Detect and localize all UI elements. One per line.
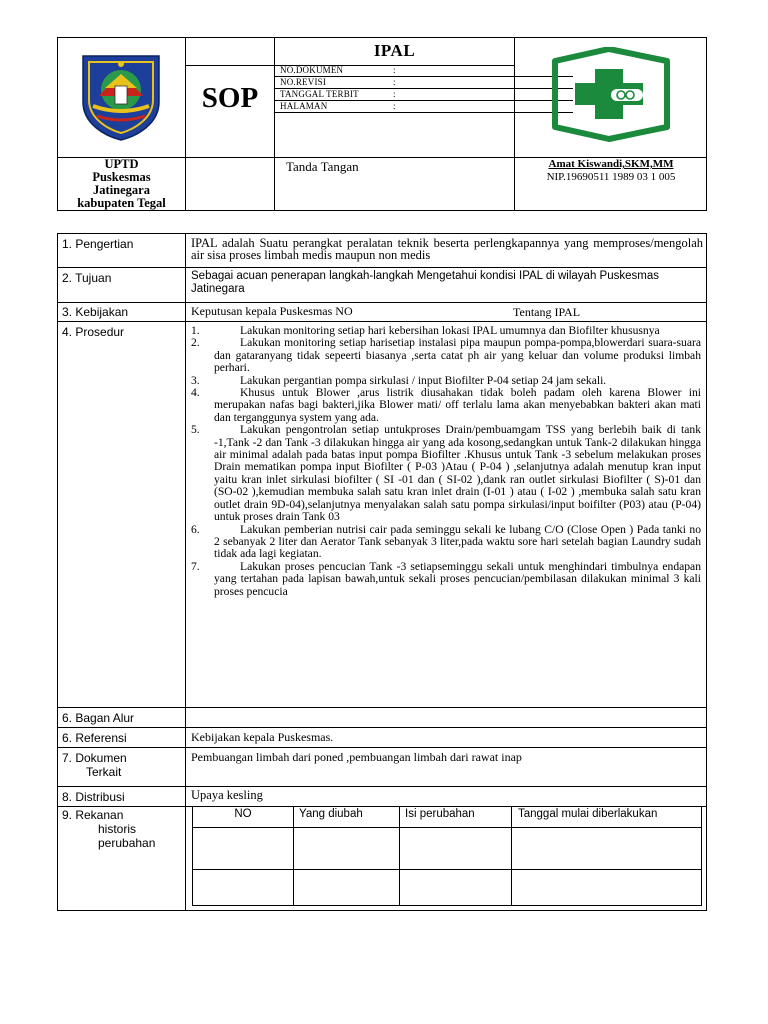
meta-separator: : (393, 89, 396, 99)
row-label-bagan-alur: 6. Bagan Alur (62, 711, 135, 725)
row-label-pengertian: 1. Pengertian (62, 237, 134, 251)
divider (58, 707, 706, 708)
sop-table (57, 233, 707, 911)
list-item: 1. Lakukan monitoring setiap hari kebersihan lokasi IPAL umumnya dan Biofilter khususnya (191, 324, 660, 337)
meta-separator: : (393, 77, 396, 87)
row-label-rekaman: 9. Rekanan historis perubahan (62, 808, 156, 850)
procedure-steps (191, 325, 701, 598)
divider (58, 747, 706, 748)
dokumen-terkait-text: Pembuangan limbah dari poned ,pembuangan limbah dari rawat inap (191, 750, 522, 764)
divider (58, 302, 706, 303)
meta-label: NO.REVISI (280, 77, 327, 87)
row-label-prosedur: 4. Prosedur (62, 325, 125, 339)
puskesmas-logo-icon (543, 47, 678, 142)
table-header: Tanggal mulai diberlakukan (518, 808, 658, 820)
list-item: 2. Lakukan monitoring setiap harisetiap instalasi pipa maupun pompa-pompa,blowerdari suara-suara dan gataranyang tidak sepeerti biasanya ,serta catat ph air yang keluar dan volume produksi limbah perhari. (191, 336, 701, 375)
list-item: 6. Lakukan pemberian nutrisi cair pada seminggu sekali ke lubang C/O (Close Open ) Pada tanki no 2 sebanyak 2 liter dan Aerator Tank sebanyak 3 liter,pada waktu sore hari setelah bagian Laundry sudah tidak ada lagi kegiatan. (191, 522, 701, 561)
org-line: Jatinegara (93, 183, 150, 197)
list-item: 4. Khusus untuk Blower ,arus listrik diusahakan tidak boleh padam oleh karena Blower ini merupakan nafas bagi bakteri,jika Blower mati/ off terlalu lama akan menyebabkan bakteri akan mati dan terganggunya system yang ada. (191, 386, 701, 424)
kebijakan-text: Keputusan kepala Puskesmas NO (191, 304, 353, 318)
divider (185, 234, 186, 910)
list-item: 7. Lakukan proses pencucian Tank -3 setiapseminggu sekali untuk menghindari timbulnya endapan yang tertahan pada lapisan bawah,untuk sekali proses pencucian/pembilasan dilakukan minimal 3 kali proses pencucia (191, 559, 701, 598)
org-line: UPTD (104, 157, 139, 171)
org-line: Puskesmas (92, 170, 151, 184)
pengertian-text: IPAL adalah Suatu perangkat peralatan teknik beserta perlengkapannya yang memproses/mengolah air sisa proses limbah medis maupun non medis (191, 236, 703, 263)
referensi-text: Kebijakan kepala Puskesmas. (191, 730, 334, 744)
row-label-distribusi: 8. Distribusi (62, 790, 125, 804)
meta-separator: : (393, 65, 396, 75)
tujuan-text: Sebagai acuan penerapan langkah-langkah Mengetahui kondisi IPAL di wilayah Puskesmas Jatinegara (191, 270, 659, 295)
divider (58, 786, 706, 787)
change-history-table (192, 806, 702, 906)
kebijakan-topic: Tentang IPAL (513, 305, 581, 319)
signer-nip: NIP.19690511 1989 03 1 005 (546, 171, 676, 183)
meta-label: TANGGAL TERBIT (280, 89, 359, 99)
row-label-tujuan: 2. Tujuan (62, 271, 112, 285)
table-header: Isi perubahan (405, 808, 475, 820)
signer-name: Amat Kiswandi,SKM,MM (548, 158, 674, 170)
org-line: kabupaten Tegal (77, 196, 166, 210)
table-row (193, 828, 703, 869)
sop-header (57, 37, 707, 211)
row-label-dokumen-terkait: 7. Dokumen Terkait (62, 751, 127, 779)
divider (58, 727, 706, 728)
table-row (193, 870, 703, 906)
row-label-kebijakan: 3. Kebijakan (62, 305, 129, 319)
table-header: Yang diubah (299, 808, 363, 820)
divider (58, 321, 706, 322)
sop-label: SOP (201, 82, 259, 114)
page-title: IPAL (373, 41, 416, 60)
organization-name (58, 158, 185, 212)
list-item: 5. Lakukan pengontrolan setiap untukproses Drain/pembuamgam TSS yang berlebih baik di tank -1,Tank -2 dan Tank -3 dilakukan hingga air yang ada kosong,sedangkan untuk Tank-2 dilakukan hingga air minimal adalah pada batas input pompa Biofilter .Khusus untuk Tank -3 sebelum melakukan proses Drain mematikan pompa input Biofilter ( P-03 )Atau ( P-04 ) ,selanjutnya adalah menutup kran input yaitu kran inlet sirkulasi biofilter ( SI -01 dan ( SI-02 ),dank ran outlet sirkulasi Biofilter ( S)-01 dan (SO-02 ),kemudian membuka salah satu kran inlet drain (I-01 ) atau ( I-02 ) ,membuka salah satu kran outlet drain 9D-04),selanjutnya menyalakan salah satu pompa sirkulasi/input boifilter (P03) atau (P-04) untuk proses drain Tank 03 (191, 423, 701, 524)
list-item: 3. Lakukan pergantian pompa sirkulasi / input Biofilter P-04 setiap 24 jam sekali. (191, 373, 607, 387)
document-meta (275, 65, 514, 113)
divider (58, 267, 706, 268)
divider (514, 38, 515, 210)
distribusi-text: Upaya kesling (191, 788, 263, 802)
meta-label: HALAMAN (280, 101, 328, 111)
divider (275, 112, 573, 113)
meta-label: NO.DOKUMEN (280, 65, 344, 75)
district-emblem-icon (75, 50, 167, 142)
divider (274, 38, 275, 210)
signature-label: Tanda Tangan (286, 159, 359, 174)
table-header: NO (234, 808, 252, 820)
meta-separator: : (393, 101, 396, 111)
row-label-referensi: 6. Referensi (62, 731, 127, 745)
